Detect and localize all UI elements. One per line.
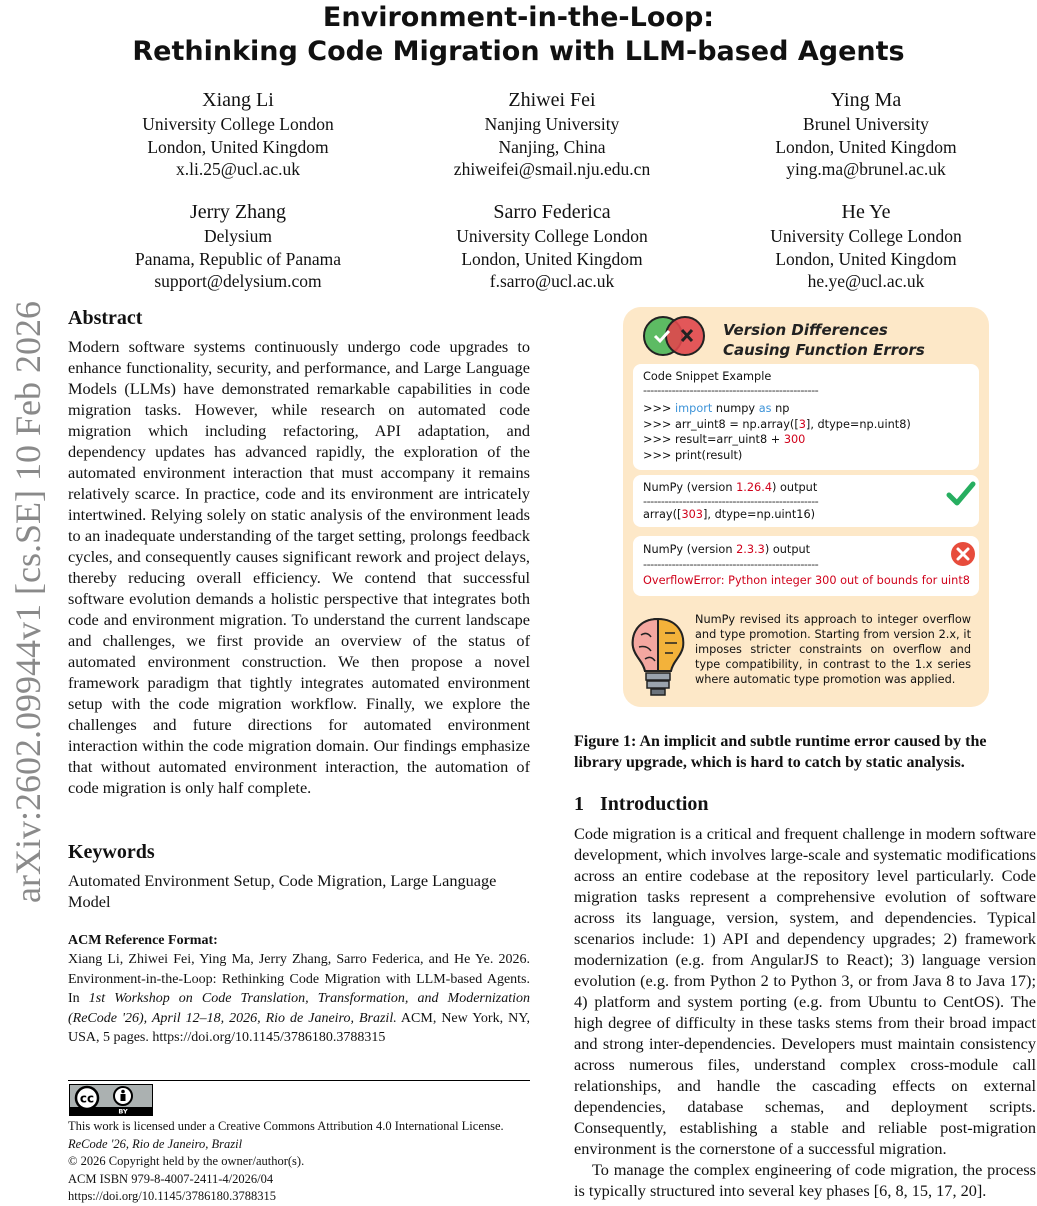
author-name: Xiang Li xyxy=(202,89,274,111)
author-block xyxy=(402,200,702,293)
author-location: London, United Kingdom xyxy=(775,248,957,269)
divider: ------------------------------------------------- xyxy=(643,384,819,397)
author-affiliation: Brunel University xyxy=(803,114,929,134)
divider: ------------------------------------------------- xyxy=(643,495,819,508)
license-line: ReCode '26, Rio de Janeiro, Brazil xyxy=(68,1136,243,1151)
figure-caption: Figure 1: An implicit and subtle runtime error caused by the library upgrade, which is hard to catch by static analysis. xyxy=(574,733,987,771)
divider: ------------------------------------------------- xyxy=(643,558,819,571)
author-affiliation: University College London xyxy=(456,226,648,246)
figure-header-line: Version Differences xyxy=(723,321,888,339)
code-text: >>> arr_uint8 = np.array([ xyxy=(643,417,799,431)
paper-title-line2: Rethinking Code Migration with LLM-based Agents xyxy=(132,36,905,67)
version-number: 1.26.4 xyxy=(736,481,773,494)
cc-label: cc xyxy=(79,1091,95,1106)
author-email: support@delysium.com xyxy=(154,271,322,292)
license-rule xyxy=(68,1080,530,1081)
author-email: zhiweifei@smail.nju.edu.cn xyxy=(453,159,651,180)
intro-paragraph: Code migration is a critical and frequent challenge in modern software development, which involves large-scale and systematic modifications across an entire codebase at the repository level particularly. Code migration tasks represent a comprehensive evolution of software across its language, version, system, and dependencies. Typical scenarios include: 1) API and dependency upgrades; 2) framework modernization (e.g. from AngularJS to React); 3) language version evolution (e.g. from Python 2 to Python 3, or from Java 8 to Java 17); 4) platform and system porting (e.g. from Ubuntu to CentOS). The high degree of difficulty in these tasks stems from their broad impact and strong inter-dependencies. Developers must maintain consistency across numerous files, understand complex cross-module call relationships, and handle the cascading effects on external dependencies, database schemas, and deployment scripts. Consequently, establishing a stable and reliable post-migration environment is the cornerstone of a successful migration. xyxy=(574,824,1036,1158)
intro-heading xyxy=(574,793,709,816)
lightbulb-brain-icon xyxy=(627,615,689,699)
author-email: he.ye@ucl.ac.uk xyxy=(807,271,925,292)
author-block xyxy=(716,200,1016,293)
code-number: 300 xyxy=(783,433,806,446)
figure-note: NumPy revised its approach to integer overflow and type promotion. Starting from version 2.x, it imposes stricter constraints on overflow and type compatibility, in contrast to the 1.x series where automatic type promotion was applied. xyxy=(695,613,971,686)
snippet-title: Code Snippet Example xyxy=(643,370,772,383)
code-number: 303 xyxy=(681,508,703,521)
abstract-heading: Abstract xyxy=(68,307,143,329)
author-affiliation: University College London xyxy=(770,226,962,246)
license-text xyxy=(68,1118,538,1206)
code-line xyxy=(643,401,911,417)
author-block xyxy=(88,88,388,181)
label-text: ) output xyxy=(764,543,811,556)
figure-header-title xyxy=(723,320,925,360)
err-version-label xyxy=(643,543,810,556)
license-line: ACM ISBN 979-8-4007-2411-4/2026/04 xyxy=(68,1171,274,1186)
author-affiliation: Nanjing University xyxy=(484,114,620,134)
code-text: array([ xyxy=(643,508,682,521)
author-block xyxy=(716,88,1016,181)
version-number: 2.3.3 xyxy=(736,543,765,556)
code-keyword: as xyxy=(758,402,772,415)
label-text: NumPy (version xyxy=(643,543,737,556)
code-line xyxy=(643,432,911,448)
ok-output-line xyxy=(643,508,815,521)
code-number: 3 xyxy=(798,417,806,431)
author-name: He Ye xyxy=(841,201,891,223)
code-line xyxy=(643,417,911,433)
section-title: Introduction xyxy=(600,793,709,815)
acm-ref-text xyxy=(68,950,530,1048)
author-location: London, United Kingdom xyxy=(775,136,957,157)
intro-text xyxy=(574,823,1036,1201)
version-diff-icon xyxy=(635,313,715,359)
error-output-box xyxy=(633,536,979,596)
code-snippet-box xyxy=(633,364,979,470)
license-line: https://doi.org/10.1145/3786180.3788315 xyxy=(68,1189,276,1203)
cc-by-logo xyxy=(69,1084,153,1116)
code-text: >>> xyxy=(643,402,675,415)
code-text: ], dtype=np.uint16) xyxy=(703,508,816,521)
intro-paragraph: To manage the complex engineering of code migration, the process is typically structured into several key phases [6, 8, 15, 17, 20]. xyxy=(574,1160,1036,1200)
code-text: ], dtype=np.uint8) xyxy=(805,417,911,431)
author-block xyxy=(402,88,702,181)
author-email: f.sarro@ucl.ac.uk xyxy=(489,271,615,292)
acm-ref-publisher: ACM, New York, NY, USA, 5 pages. https://doi.org/10.1145/3786180.3788315 xyxy=(68,1010,531,1045)
label-text: NumPy (version xyxy=(643,481,737,494)
keywords-text: Automated Environment Setup, Code Migration, Large Language Model xyxy=(68,871,497,911)
keywords-heading: Keywords xyxy=(68,841,155,863)
error-message: OverflowError: Python integer 300 out of bounds for uint8 xyxy=(643,574,970,587)
author-name: Jerry Zhang xyxy=(189,201,287,223)
author-name: Sarro Federica xyxy=(493,201,611,223)
label-text: ) output xyxy=(772,481,818,494)
figure-1 xyxy=(623,307,989,707)
code-text: np xyxy=(771,402,790,415)
author-email: ying.ma@brunel.ac.uk xyxy=(786,159,946,180)
by-label: BY xyxy=(118,1107,128,1115)
author-block xyxy=(88,200,388,293)
author-location: London, United Kingdom xyxy=(147,136,329,157)
author-email: x.li.25@ucl.ac.uk xyxy=(175,159,300,180)
code-text: numpy xyxy=(712,402,759,415)
code-text: >>> result=arr_uint8 + xyxy=(643,433,784,446)
abstract-paragraph: Modern software systems continuously undergo code upgrades to enhance functionality, security, and performance, and Large Language Models (LLMs) have demonstrated remarkable capabilities in code migration tasks. However, while research on automated code migration which including refactoring, API adaptation, and dependency updates has advanced rapidly, the exploration of the automated environment interaction that must accompany it remains relatively scarce. In practice, code and its environment are intricately intertwined. Relying solely on static analysis of the environment leads to an inadequate understanding of the target setting, prolongs feedback cycles, and consequently causes significant rework and project delays, thereby reducing overall efficiency. We contend that successful software evolution demands a holistic perspective that integrates both code and environment migration. To understand the current landscape and challenges, we first provide an overview of the status of automated environment construction. We then propose a novel framework paradigm that tightly integrates automated environment setup with the code migration workflow. Finally, we explore the challenges and future directions for automated environment interaction within the code migration domain. Our findings emphasize that without automated environment interaction, the automation of code migration is only half complete. xyxy=(68,337,530,797)
ok-version-label xyxy=(643,481,817,494)
acm-ref-heading: ACM Reference Format: xyxy=(68,933,218,948)
author-name: Ying Ma xyxy=(830,89,902,111)
check-mark-icon xyxy=(946,480,976,508)
author-location: London, United Kingdom xyxy=(461,248,643,269)
code-keyword: import xyxy=(675,402,713,415)
author-name: Zhiwei Fei xyxy=(508,89,596,111)
acm-ref-authors: Xiang Li, Zhiwei Fei, Ying Ma, Jerry Zhang, Sarro Federica, and He Ye. 2026. Environment-in-the-Loop: Rethinking Code Migration with LLM-based Agents. In xyxy=(68,952,530,1006)
paper-title-line1: Environment-in-the-Loop: xyxy=(322,2,715,33)
license-line: This work is licensed under a Creative Commons Attribution 4.0 International License. xyxy=(68,1119,504,1133)
author-affiliation: University College London xyxy=(142,114,334,134)
section-number: 1 xyxy=(574,793,584,815)
ok-output-box xyxy=(633,475,979,527)
code-line: >>> print(result) xyxy=(643,448,743,462)
acm-ref-venue: 1st Workshop on Code Translation, Transformation, and Modernization (ReCode '26), April 12–18, 2026, Rio de Janeiro, Brazil. xyxy=(68,991,530,1026)
author-affiliation: Delysium xyxy=(203,226,273,246)
license-line: © 2026 Copyright held by the owner/author(s). xyxy=(68,1154,305,1168)
author-location: Panama, Republic of Panama xyxy=(134,248,342,269)
error-x-icon xyxy=(950,541,976,567)
code-block xyxy=(643,401,911,463)
arxiv-stamp: arXiv:2602.09944v1 [cs.SE] 10 Feb 2026 xyxy=(8,301,48,903)
author-location: Nanjing, China xyxy=(498,136,606,157)
abstract-text xyxy=(68,336,530,798)
figure-header-line: Causing Function Errors xyxy=(723,341,925,359)
